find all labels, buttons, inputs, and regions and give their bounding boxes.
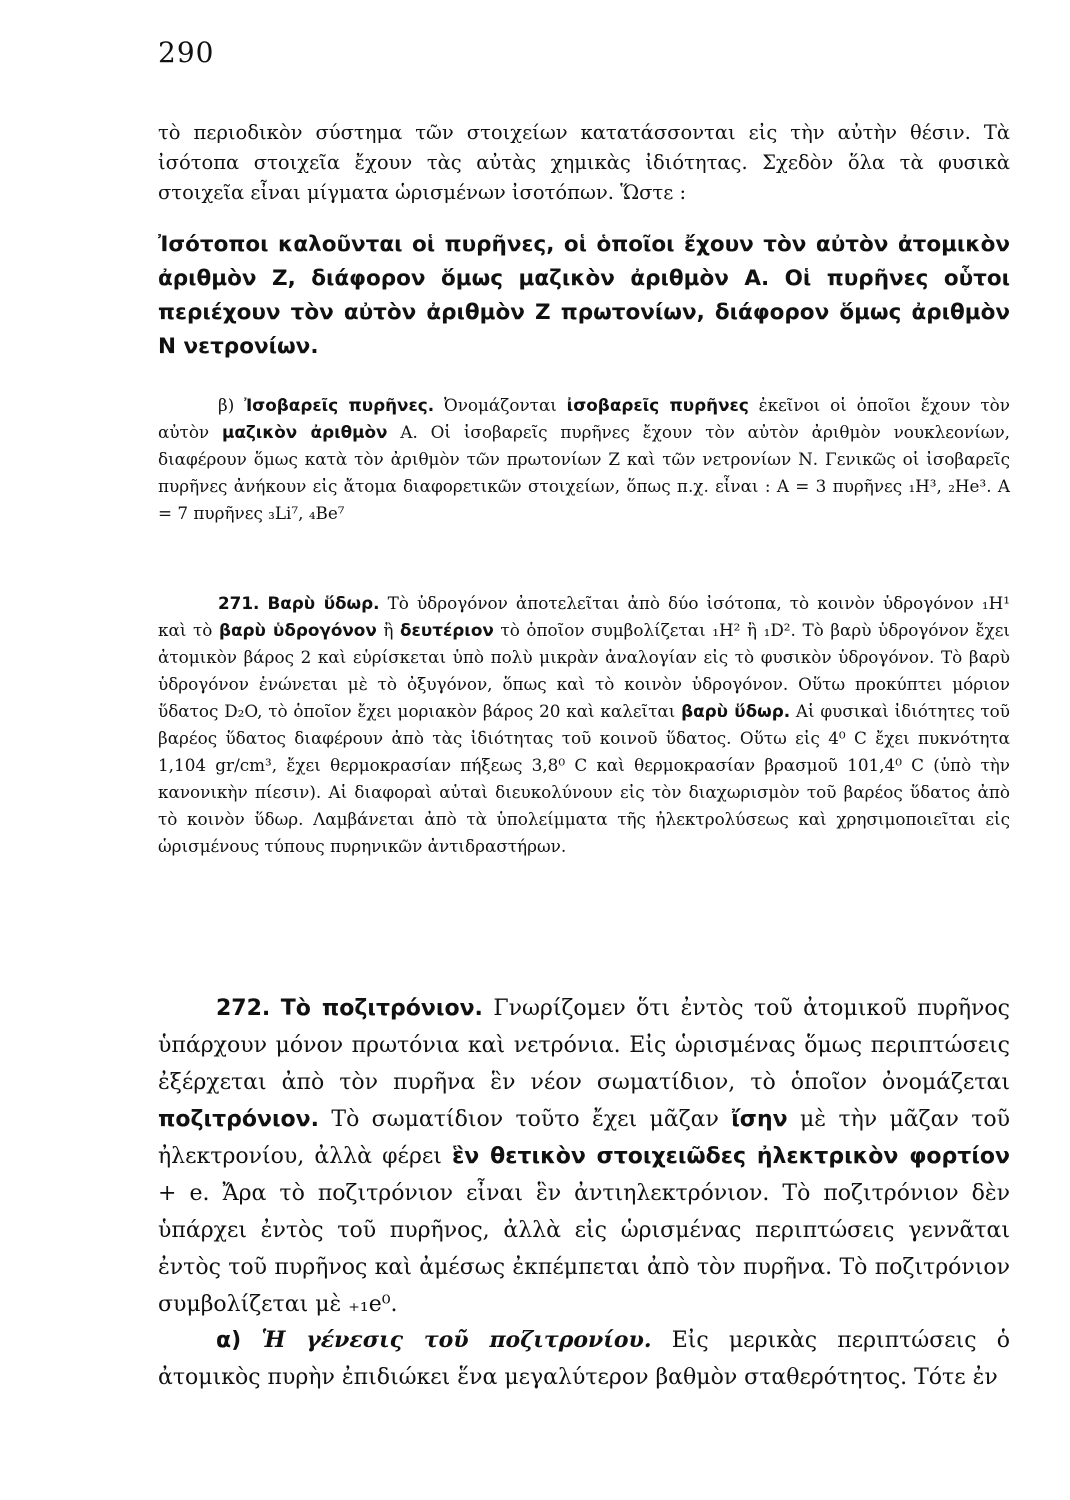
page-number: 290	[158, 36, 215, 69]
subsection-a-text	[158, 1322, 1010, 1396]
isobar-text-1: Ὀνομάζονται	[443, 395, 557, 415]
section-271-text-2: ἢ	[383, 620, 394, 640]
section-272-text	[158, 990, 1010, 1323]
isobar-term-1: ἰσοβαρεῖς πυρῆνες	[566, 395, 749, 415]
isobar-label: β)	[218, 395, 235, 415]
subsection-a-text-1: Εἰς μερικὰς περιπτώσεις ὁ ἀτομικὸς πυρὴν ἐπιδιώκει ἕνα μεγαλύτερον βαθμὸν σταθερότητος. Τότε ἐν	[158, 1328, 1010, 1390]
section-271-term-3: βαρὺ ὕδωρ.	[681, 701, 791, 721]
isobar-paragraph	[158, 392, 1010, 527]
intro-paragraph	[158, 118, 1010, 208]
section-272-text-1: Γνωρίζομεν ὅτι ἐντὸς τοῦ ἀτομικοῦ πυρῆνος ὑπάρχουν μόνον πρωτόνια καὶ νετρόνια. Εἰς ὡρισμένας ὅμως περιπτώσεις ἐξέρχεται ἀπὸ τὸν πυρῆνα ἓν νέον σωματίδιον, τὸ ὁποῖον ὀνομάζεται	[158, 996, 1010, 1095]
section-272-term-3: ἓν θετικὸν στοιχειῶδες ἠλεκτρικὸν φορτίον	[452, 1144, 1011, 1169]
definition-text: Ἰσότοποι καλοῦνται οἱ πυρῆνες, οἱ ὁποῖοι ἔχουν τὸν αὐτὸν ἀτομικὸν ἀριθμὸν Ζ, διάφορον ὅμως μαζικὸν ἀριθμὸν Α. Οἱ πυρῆνες οὗτοι περιέχουν τὸν αὐτὸν ἀριθμὸν Ζ πρωτονίων, διάφορον ὅμως ἀριθμὸν Ν νετρονίων.	[158, 232, 1010, 359]
isobar-text-2: ἐκεῖνοι οἱ ὁποῖοι ἔχουν τὸν αὐτὸν	[158, 395, 1010, 442]
section-272-text-3: μὲ τὴν μᾶζαν τοῦ ἠλεκτρονίου, ἀλλὰ φέρει	[158, 1107, 1010, 1169]
section-271-heading: Βαρὺ ὕδωρ.	[267, 593, 380, 613]
isotope-definition	[158, 228, 1010, 364]
isobar-text-3: Α. Οἱ ἰσοβαρεῖς πυρῆνες ἔχουν τὸν αὐτὸν ἀριθμὸν νουκλεονίων, διαφέρουν ὅμως κατὰ τὸν ἀριθμὸν τῶν πρωτονίων Ζ καὶ τῶν νετρονίων Ν. Γενικῶς οἱ ἰσοβαρεῖς πυρῆνες ἀνήκουν εἰς ἄτομα διαφορετικῶν στοιχείων, ὅπως π.χ. εἶναι : Α = 3 πυρῆνες ₁H³, ₂He³. Α = 7 πυρῆνες ₃Li⁷, ₄Be⁷	[158, 422, 1010, 523]
section-272-term-2: ἴσην	[731, 1107, 788, 1132]
subsection-a	[158, 1322, 1010, 1396]
section-271	[158, 590, 1010, 860]
section-272-text-4: + e. Ἄρα τὸ ποζιτρόνιον εἶναι ἓν ἀντιηλεκτρόνιον. Τὸ ποζιτρόνιον δὲν ὑπάρχει ἐντὸς τοῦ πυρῆνος, ἀλλὰ εἰς ὡρισμένας περιπτώσεις γεννᾶται ἐντὸς τοῦ πυρῆνος καὶ ἀμέσως ἐκπέμπεται ἀπὸ τὸν πυρῆνα. Τὸ ποζιτρόνιον συμβολίζεται μὲ ₊₁e⁰.	[158, 1181, 1010, 1317]
section-271-text-4: Αἱ φυσικαὶ ἰδιότητες τοῦ βαρέος ὕδατος διαφέρουν ἀπὸ τὰς ἰδιότητας τοῦ κοινοῦ ὕδατος. Οὕτω εἰς 4⁰ C ἔχει πυκνότητα 1,104 gr/cm³, ἔχει θερμοκρασίαν πήξεως 3,8⁰ C καὶ θερμοκρασίαν βρασμοῦ 101,4⁰ C (ὑπὸ τὴν κανονικὴν πίεσιν). Αἱ διαφοραὶ αὐταὶ διευκολύνουν εἰς τὸν διαχωρισμὸν τοῦ βαρέος ὕδατος ἀπὸ τὸ κοινὸν ὕδωρ. Λαμβάνεται ἀπὸ τὰ ὑπολείμματα τῆς ἠλεκτρολύσεως καὶ χρησιμοποιεῖται εἰς ὡρισμένους τύπους πυρηνικῶν ἀντιδραστήρων.	[158, 701, 1010, 856]
subsection-a-heading: Ἡ γένεσις τοῦ ποζιτρονίου.	[261, 1327, 652, 1353]
section-271-text	[158, 590, 1010, 860]
section-271-term-2: δευτέριον	[400, 620, 494, 640]
intro-text: τὸ περιοδικὸν σύστημα τῶν στοιχείων κατατάσσονται εἰς τὴν αὐτὴν θέσιν. Τὰ ἰσότοπα στοιχεῖα ἔχουν τὰς αὐτὰς χημικὰς ἰδιότητας. Σχεδὸν ὅλα τὰ φυσικὰ στοιχεῖα εἶναι μίγματα ὡρισμένων ἰσοτόπων. Ὥστε :	[158, 121, 1010, 204]
subsection-a-label: α)	[216, 1328, 242, 1353]
isobar-term-2: μαζικὸν ἀριθμὸν	[221, 422, 388, 442]
section-272-heading: Τὸ ποζιτρόνιον.	[280, 996, 483, 1021]
section-272-term-1: ποζιτρόνιον.	[158, 1107, 320, 1132]
section-272	[158, 990, 1010, 1323]
isobar-text	[158, 392, 1010, 527]
section-271-text-3: τὸ ὁποῖον συμβολίζεται ₁H² ἢ ₁D². Τὸ βαρὺ ὑδρογόνον ἔχει ἀτομικὸν βάρος 2 καὶ εὑρίσκεται ὑπὸ πολὺ μικρὰν ἀναλογίαν εἰς τὸ φυσικὸν ὑδρογόνον. Τὸ βαρὺ ὑδρογόνον ἑνώνεται μὲ τὸ ὀξυγόνον, ὅπως καὶ τὸ κοινὸν ὑδρογόνον. Οὕτω προκύπτει μόριον ὕδατος D₂O, τὸ ὁποῖον ἔχει μοριακὸν βάρος 20 καὶ καλεῖται	[158, 620, 1011, 721]
section-271-term-1: βαρὺ ὑδρογόνον	[219, 620, 377, 640]
section-272-number: 272.	[216, 996, 271, 1021]
section-271-number: 271.	[218, 593, 260, 613]
section-272-text-2: Τὸ σωματίδιον τοῦτο ἔχει μᾶζαν	[331, 1107, 719, 1132]
isobar-heading: Ἰσοβαρεῖς πυρῆνες.	[244, 395, 435, 415]
section-271-text-1: Τὸ ὑδρογόνον ἀποτελεῖται ἀπὸ δύο ἰσότοπα, τὸ κοινὸν ὑδρογόνον ₁H¹ καὶ τὸ	[158, 593, 1010, 640]
